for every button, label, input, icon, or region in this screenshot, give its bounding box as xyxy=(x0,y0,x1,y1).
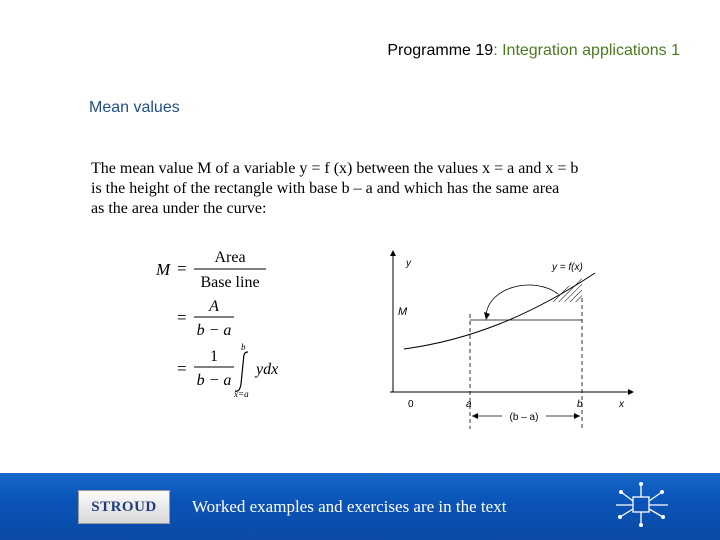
integrand: ydx xyxy=(256,361,279,378)
arc-arrow-icon xyxy=(484,312,490,320)
formula-baseline-denominator: Base line xyxy=(200,274,260,291)
interval-left-arrow-icon xyxy=(472,413,478,419)
formula-eq-3: = xyxy=(177,359,187,378)
footer-text: Worked examples and exercises are in the text xyxy=(192,497,507,516)
integral-upper-limit: b xyxy=(241,342,246,352)
network-logo-icon xyxy=(614,481,670,529)
curve-y-fx xyxy=(404,273,595,349)
integral-lower-limit: x=a xyxy=(234,389,249,399)
mean-label: M xyxy=(398,306,408,318)
formula-b-minus-a-2: b − a xyxy=(196,372,232,389)
body-line-3: as the area under the curve: xyxy=(91,200,267,217)
interval-right-arrow-icon xyxy=(574,413,580,419)
body-line-2: is the height of the rectangle with base b – a and which has the same area xyxy=(91,180,560,197)
formula-one-numerator: 1 xyxy=(210,348,218,365)
mean-value-graph xyxy=(390,244,640,434)
stroud-badge: STROUD xyxy=(78,490,170,524)
section-title: Mean values xyxy=(89,99,180,116)
formula-lhs: M xyxy=(156,260,171,279)
curve-label: y = f(x) xyxy=(552,262,583,273)
b-label: b xyxy=(577,399,583,410)
a-label: a xyxy=(466,399,472,410)
programme-number: Programme 19 xyxy=(387,42,494,59)
programme-topic: Integration applications 1 xyxy=(502,42,680,59)
hatched-excess-area xyxy=(550,277,582,302)
formula-b-minus-a-1: b − a xyxy=(196,322,232,339)
y-axis-label: y xyxy=(406,258,411,269)
formula-eq-2: = xyxy=(177,308,187,327)
x-axis-label: x xyxy=(619,399,624,410)
mean-value-formula xyxy=(150,244,350,404)
y-axis-arrow-icon xyxy=(390,250,396,256)
origin-label: 0 xyxy=(408,399,414,410)
body-paragraph xyxy=(91,159,651,219)
interval-label: (b – a) xyxy=(509,412,539,423)
formula-a-numerator: A xyxy=(209,298,219,315)
header-separator: : xyxy=(493,42,498,59)
area-transfer-arc xyxy=(486,285,558,316)
slide-header xyxy=(387,42,680,60)
formula-eq-1: = xyxy=(177,259,187,278)
x-axis-arrow-icon xyxy=(628,389,634,395)
integral-sign-icon xyxy=(235,352,248,391)
body-line-1: The mean value M of a variable y = f (x) between the values x = a and x = b xyxy=(91,160,579,177)
formula-area-numerator: Area xyxy=(214,249,246,266)
